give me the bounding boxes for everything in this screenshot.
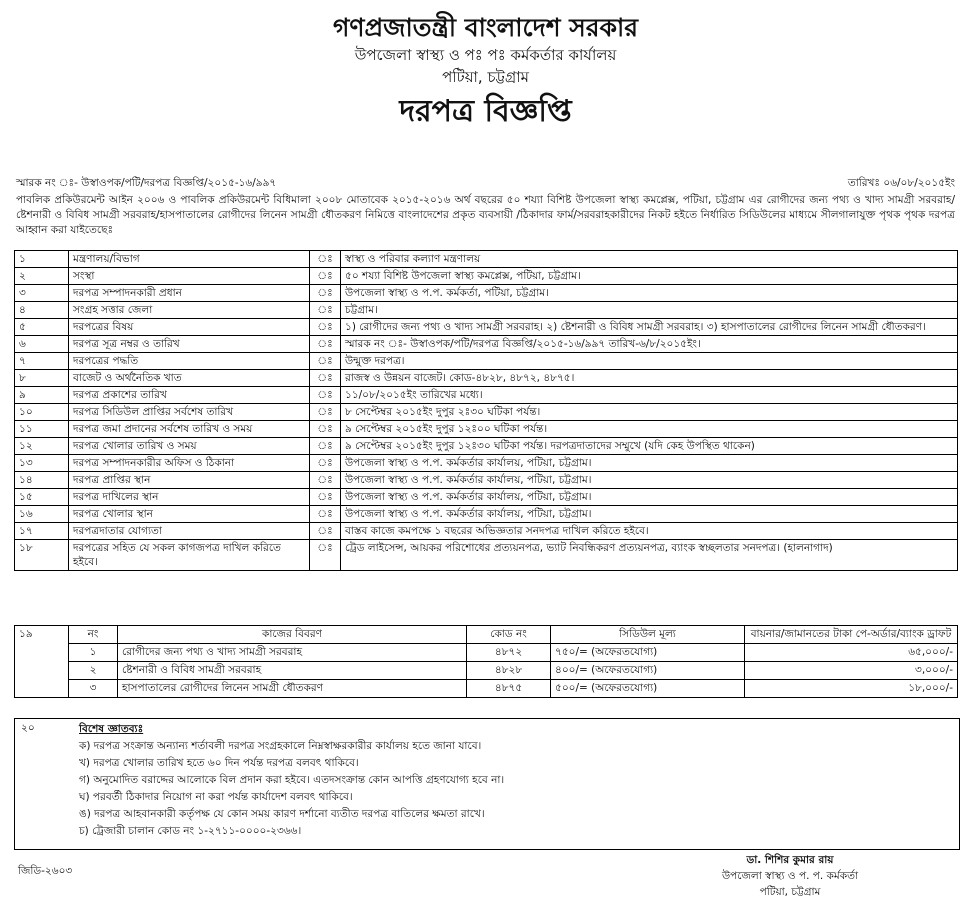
- table-row: [15, 680, 958, 698]
- row-colon: ঃ: [310, 472, 341, 489]
- row-colon: ঃ: [310, 353, 341, 370]
- row-colon: ঃ: [310, 404, 341, 421]
- signer-place: পটিয়া, চট্টগ্রাম: [759, 886, 821, 898]
- row-colon: ঃ: [310, 387, 341, 404]
- note-item: চ) ট্রেজারী চালান কোড নং ১-২৭১১-০০০০-২৩৬৬।: [79, 825, 302, 837]
- item-price: ৪০০/= (অফেরতযোগ্য): [551, 662, 745, 680]
- row-label: দরপত্র প্রাপ্তির স্থান: [69, 472, 310, 489]
- item-deposit: ৩,০০০/-: [745, 662, 958, 680]
- row-value: ১১/০৮/২০১৫ইং তারিখের মধ্যে।: [341, 387, 958, 404]
- signature-block: [700, 852, 880, 900]
- row-label: দরপত্র সিডিউল প্রাপ্তির সর্বশেষ তারিখ: [69, 404, 310, 421]
- row-label: দরপত্র জমা প্রদানের সর্বশেষ তারিখ ও সময়: [69, 421, 310, 438]
- memo-date: তারিখঃ ০৬/০৮/২০১৫ইং: [847, 177, 955, 189]
- note-item: ঘ) পরবর্তী ঠিকাদার নিয়োগ না করা পর্যন্ত কার্যাদেশ বলবৎ থাকিবে।: [79, 791, 353, 803]
- row-value: স্বাস্থ্য ও পরিবার কল্যাণ মন্ত্রণালয়: [341, 251, 958, 268]
- table-row: [15, 353, 958, 370]
- row-value: উন্মুক্ত দরপত্র।: [341, 353, 958, 370]
- row-serial: ৮: [15, 370, 69, 387]
- row-serial: ১২: [15, 438, 69, 455]
- row-value: রাজস্ব ও উন্নয়ন বাজেট। কোড-৪৮২৮, ৪৮৭২, ৪৮৭৫।: [341, 370, 958, 387]
- memo-number: স্মারক নং ঃ- উস্বাওপক/পটি/দরপত্র বিজ্ঞপ্তি/২০১৫-১৬/৯৯৭: [16, 177, 277, 189]
- row-serial: ৭: [15, 353, 69, 370]
- header-price: সিডিউল মূল্য: [551, 626, 745, 644]
- header: [0, 12, 971, 134]
- row-label: বাজেট ও অর্থনৈতিক খাত: [69, 370, 310, 387]
- row-label: সংস্থা: [69, 268, 310, 285]
- row-value: স্মারক নং ঃ- উস্বাওপক/পটি/দরপত্র বিজ্ঞপ্তি/২০১৫-১৬/৯৯৭ তারিখ-৬/৮/২০১৫ইং।: [341, 336, 958, 353]
- table-row: [15, 455, 958, 472]
- row-colon: ঃ: [310, 421, 341, 438]
- work-items-table: [14, 625, 958, 698]
- row-label: দরপত্রদাতার যোগ্যতা: [69, 523, 310, 540]
- item-desc: ষ্টেশনারী ও বিবিধ সামগ্রী সরবরাহ: [118, 662, 467, 680]
- table-row: [15, 285, 958, 302]
- row-label: দরপত্র দাখিলের স্থান: [69, 489, 310, 506]
- row-value: উপজেলা স্বাস্থ্য ও প.প. কর্মকর্তার কার্যালয়, পটিয়া, চট্টগ্রাম।: [341, 489, 958, 506]
- row-label: দরপত্রের বিষয়: [69, 319, 310, 336]
- row-label: দরপত্র খোলার স্থান: [69, 506, 310, 523]
- table-row: [15, 506, 958, 523]
- memo-line: [16, 176, 955, 193]
- row-value: ট্রেড লাইসেন্স, আয়কর পরিশোধের প্রত্যয়নপত্র, ভ্যাট নিবন্ধিকরণ প্রত্যয়নপত্র, ব্যাংক স্বচ্ছলতার সনদপত্র। (হালনাগাদ): [341, 540, 958, 571]
- row-serial: ৫: [15, 319, 69, 336]
- note-item: ক) দরপত্র সংক্রান্ত অন্যান্য শর্তাবলী দরপত্র সংগ্রহকালে নিম্নস্বাক্ষরকারীর কার্যালয় হতে জানা যাবে।: [79, 740, 482, 752]
- item-code: ৪৮২৮: [467, 662, 551, 680]
- office-title: উপজেলা স্বাস্থ্য ও পঃ পঃ কর্মকর্তার কার্যালয়: [354, 46, 617, 64]
- header-desc: কাজের বিবরণ: [118, 626, 467, 644]
- item-deposit: ৬৫,০০০/-: [745, 644, 958, 662]
- row-value: উপজেলা স্বাস্থ্য ও প.প. কর্মকর্তার কার্যালয়, পটিয়া, চট্টগ্রাম।: [341, 506, 958, 523]
- row-colon: ঃ: [310, 506, 341, 523]
- row-value: ১) রোগীদের জন্য পথ্য ও খাদ্য সামগ্রী সরবরাহ। ২) ষ্টেশনারী ও বিবিধ সামগ্রী সরবরাহ। ৩) হাসপাতালের রোগীদের লিনেন সামগ্রী ধৌতকরণ।: [341, 319, 958, 336]
- special-notes: [14, 718, 960, 850]
- item-price: ৫০০/= (অফেরতযোগ্য): [551, 680, 745, 698]
- row-label: দরপত্রের পদ্ধতি: [69, 353, 310, 370]
- row-label: দরপত্র সম্পাদনকারীর অফিস ও ঠিকানা: [69, 455, 310, 472]
- row-colon: ঃ: [310, 336, 341, 353]
- table-row: [15, 489, 958, 506]
- row-value: উপজেলা স্বাস্থ্য ও প.প. কর্মকর্তা, পটিয়া, চট্টগ্রাম।: [341, 285, 958, 302]
- row-colon: ঃ: [310, 251, 341, 268]
- row-label: সংগ্রহ সত্তার জেলা: [69, 302, 310, 319]
- row-value: ৯ সেপ্টেম্বর ২০১৫ইং দুপুর ১২ঃ৩০ ঘটিকা পর্যন্ত। দরপত্রদাতাদের সম্মুখে (যদি কেহ উপস্থিত থাকেন): [341, 438, 958, 455]
- row-label: মন্ত্রণালয়/বিভাগ: [69, 251, 310, 268]
- table-row: [15, 319, 958, 336]
- table-row: [15, 336, 958, 353]
- row-serial: ১৯: [15, 626, 69, 698]
- intro-paragraph: পাবলিক প্রকিউরমেন্ট আইন ২০০৬ ও পাবলিক প্রকিউরমেন্ট বিধিমালা ২০০৮ মোতাবেক ২০১৫-২০১৬ অর্থ বছরের ৫০ শয্যা বিশিষ্ট উপজেলা স্বাস্থ্য কমপ্লেক্স, পটিয়া, চট্টগ্রাম এর রোগীদের জন্য পথ্য ও খাদ্য সামগ্রী সরবরাহ/ষ্টেশনারী ও বিবিধ সামগ্রী সরবরাহ/হাসপাতালের রোগীদের লিনেন সামগ্রী ধৌতকরণ নিমিত্তে বাংলাদেশের প্রকৃত ব্যবসায়ী /ঠিকাদার ফার্ম/সরবরাহকারীদের নিকট হইতে নির্ধারিত সিডিউলের মাধ্যমে সীলগালাযুক্ত পৃথক পৃথক দরপত্র আহ্বান করা যাইতেছেঃ: [16, 194, 955, 236]
- row-colon: ঃ: [310, 489, 341, 506]
- office-location: পটিয়া, চট্টগ্রাম: [442, 68, 529, 86]
- row-serial: ১: [15, 251, 69, 268]
- item-code: ৪৮৭২: [467, 644, 551, 662]
- row-serial: ১৮: [15, 540, 69, 571]
- row-colon: ঃ: [310, 523, 341, 540]
- table-row: [15, 662, 958, 680]
- row-value: উপজেলা স্বাস্থ্য ও প.প. কর্মকর্তার কার্যালয়, পটিয়া, চট্টগ্রাম।: [341, 455, 958, 472]
- table-row: [15, 472, 958, 489]
- row-colon: ঃ: [310, 285, 341, 302]
- row-label: দরপত্রের সহিত যে সকল কাগজপত্র দাখিল করিতে হইবে।: [69, 540, 310, 571]
- tender-notice-page: [0, 12, 971, 922]
- row-serial: ৬: [15, 336, 69, 353]
- table-row: [15, 523, 958, 540]
- item-no: ৩: [69, 680, 118, 698]
- table-row: [15, 644, 958, 662]
- row-serial: ১৩: [15, 455, 69, 472]
- notes-serial: ২০: [21, 722, 35, 734]
- notes-title: বিশেষ জ্ঞাতব্যঃ: [79, 723, 144, 735]
- note-item: ঙ) দরপত্র আহবানকারী কর্তৃপক্ষ যে কোন সময় কারণ দর্শানো ব্যতীত দরপত্র বাতিলের ক্ষমতা রাখে।: [79, 808, 485, 820]
- table-row: [15, 438, 958, 455]
- row-serial: ১১: [15, 421, 69, 438]
- row-serial: ৩: [15, 285, 69, 302]
- government-title: গণপ্রজাতন্ত্রী বাংলাদেশ সরকার: [333, 13, 638, 42]
- item-desc: রোগীদের জন্য পথ্য ও খাদ্য সামগ্রী সরবরাহ: [118, 644, 467, 662]
- row-value: ৫০ শয্যা বিশিষ্ট উপজেলা স্বাস্থ্য কমপ্লেক্স, পটিয়া, চট্টগ্রাম।: [341, 268, 958, 285]
- tender-details-table: [14, 250, 958, 571]
- note-item: খ) দরপত্র খোলার তারিখ হতে ৬০ দিন পর্যন্ত দরপত্র বলবৎ থাকিবে।: [79, 757, 359, 769]
- table-row: [15, 421, 958, 438]
- table-row: [15, 540, 958, 571]
- row-serial: ১৫: [15, 489, 69, 506]
- row-value: ৯ সেপ্টেম্বর ২০১৫ইং দুপুর ১২ঃ০০ ঘটিকা পর্যন্ত।: [341, 421, 958, 438]
- notes-body: [79, 721, 504, 840]
- notice-title: দরপত্র বিজ্ঞপ্তি: [399, 94, 572, 129]
- note-item: গ) অনুমোদিত বরাদ্দের আলোকে বিল প্রদান করা হইবে। এতদসংক্রান্ত কোন আপত্তি গ্রহণযোগ্য হবে না।: [79, 774, 505, 786]
- row-value: বাস্তব কাজে কমপক্ষে ১ বছরের অভিজ্ঞতার সনদপত্র দাখিল করিতে হইবে।: [341, 523, 958, 540]
- signer-title: উপজেলা স্বাস্থ্য ও প. প. কর্মকর্তা: [721, 870, 858, 882]
- table-row: [15, 251, 958, 268]
- row-label: দরপত্র সম্পাদনকারী প্রধান: [69, 285, 310, 302]
- item-desc: হাসপাতালের রোগীদের লিনেন সামগ্রী ধৌতকরণ: [118, 680, 467, 698]
- item-code: ৪৮৭৫: [467, 680, 551, 698]
- row-serial: ১০: [15, 404, 69, 421]
- row-value: চট্টগ্রাম।: [341, 302, 958, 319]
- row-label: দরপত্র খোলার তারিখ ও সময়: [69, 438, 310, 455]
- row-value: ৮ সেপ্টেম্বর ২০১৫ইং দুপুর ২ঃ৩০ ঘটিকা পর্যন্ত।: [341, 404, 958, 421]
- table-row: [15, 302, 958, 319]
- row-serial: ১৭: [15, 523, 69, 540]
- item-no: ১: [69, 644, 118, 662]
- table-row: [15, 387, 958, 404]
- row-colon: ঃ: [310, 370, 341, 387]
- row-colon: ঃ: [310, 455, 341, 472]
- table-row: [15, 370, 958, 387]
- header-deposit: বায়নার/জামানতের টাকা পে-অর্ডার/ব্যাংক ড্রাফট: [745, 626, 958, 644]
- row-value: উপজেলা স্বাস্থ্য ও প.প. কর্মকর্তার কার্যালয়, পটিয়া, চট্টগ্রাম।: [341, 472, 958, 489]
- item-price: ৭৫০/= (অফেরতযোগ্য): [551, 644, 745, 662]
- item-deposit: ১৮,০০০/-: [745, 680, 958, 698]
- row-serial: ১৬: [15, 506, 69, 523]
- row-colon: ঃ: [310, 319, 341, 336]
- gd-number: জিডি-২৬০৩: [18, 865, 73, 877]
- work-header-row: [15, 626, 958, 644]
- row-serial: ১৪: [15, 472, 69, 489]
- table-row: [15, 268, 958, 285]
- row-serial: ৪: [15, 302, 69, 319]
- row-label: দরপত্র প্রকাশের তারিখ: [69, 387, 310, 404]
- row-serial: ২: [15, 268, 69, 285]
- signer-name: ডা. শিশির কুমার রায়: [746, 854, 834, 866]
- table-row: [15, 404, 958, 421]
- row-label: দরপত্র সূত্র নম্বর ও তারিখ: [69, 336, 310, 353]
- item-no: ২: [69, 662, 118, 680]
- header-no: নং: [69, 626, 118, 644]
- row-serial: ৯: [15, 387, 69, 404]
- row-colon: ঃ: [310, 540, 341, 571]
- row-colon: ঃ: [310, 302, 341, 319]
- row-colon: ঃ: [310, 268, 341, 285]
- row-colon: ঃ: [310, 438, 341, 455]
- header-code: কোড নং: [467, 626, 551, 644]
